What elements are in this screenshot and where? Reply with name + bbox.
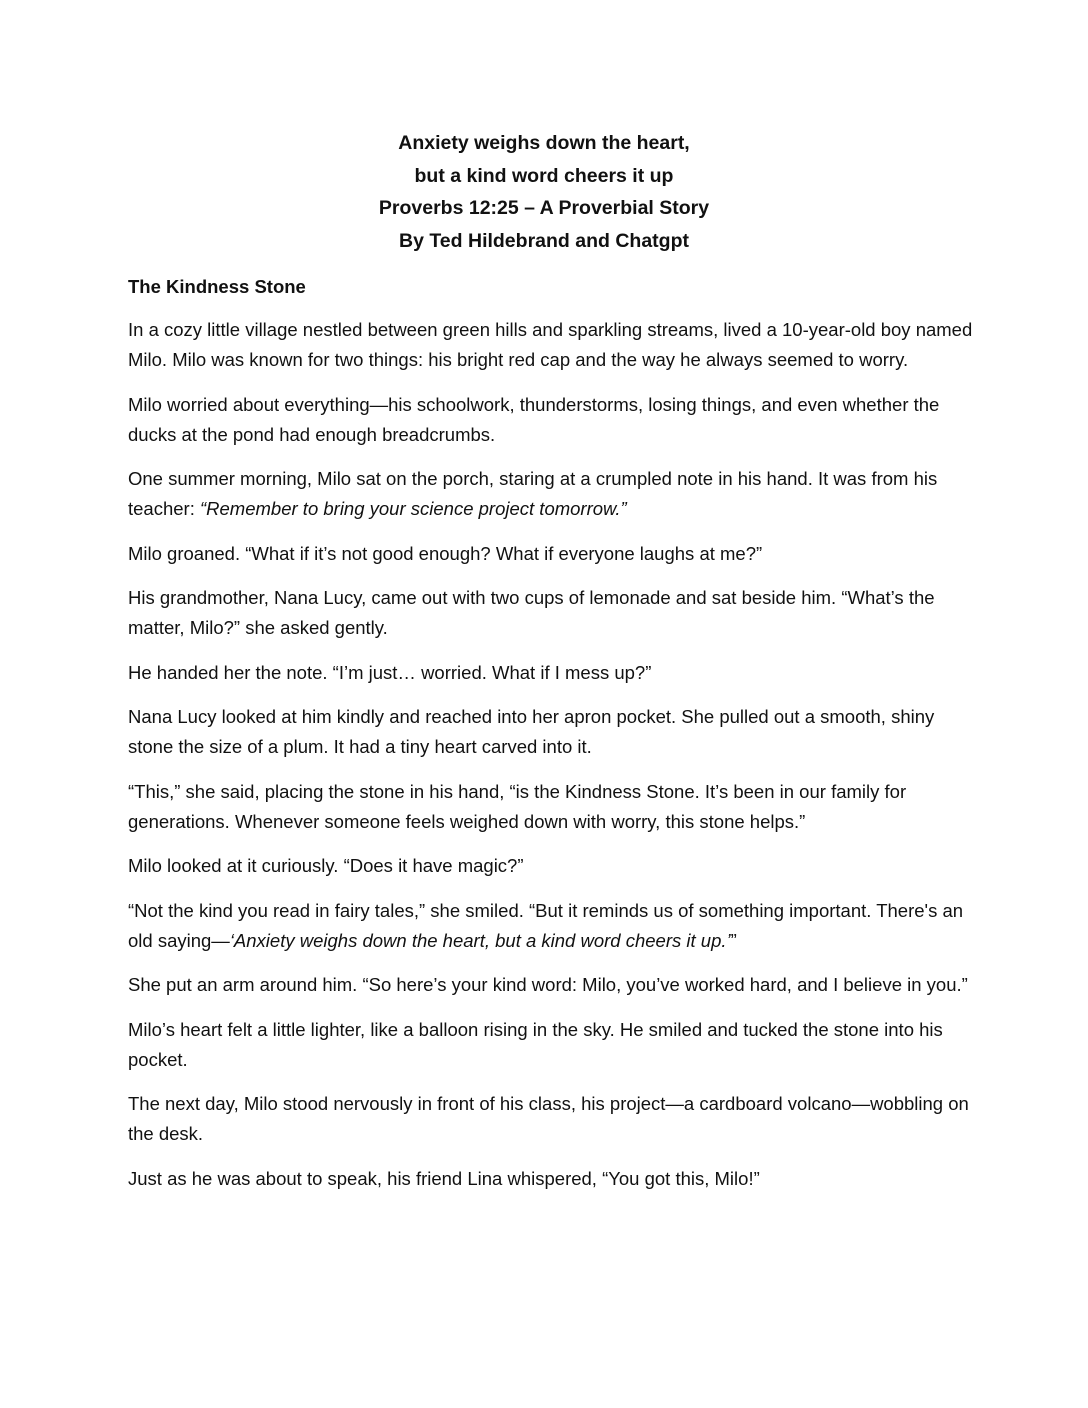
paragraph-10-close-quote: ” bbox=[730, 929, 737, 951]
section-title: The Kindness Stone bbox=[128, 276, 306, 297]
paragraph-3 bbox=[128, 464, 978, 524]
author-byline: By Ted Hildebrand and Chatgpt bbox=[399, 229, 689, 252]
paragraph-7: Nana Lucy looked at him kindly and reached into her apron pocket. She pulled out a smooth, shiny stone the size of a plum. It had a tiny heart carved into it. bbox=[128, 706, 935, 757]
paragraph-5: His grandmother, Nana Lucy, came out with two cups of lemonade and sat beside him. “What’s the matter, Milo?” she asked gently. bbox=[128, 587, 935, 638]
paragraph-13: The next day, Milo stood nervously in front of his class, his project—a cardboard volcano—wobbling on the desk. bbox=[128, 1093, 969, 1144]
scripture-reference: Proverbs 12:25 – A Proverbial Story bbox=[378, 197, 710, 219]
paragraph-11: She put an arm around him. “So here’s your kind word: Milo, you’ve worked hard, and I believe in you.” bbox=[128, 974, 968, 995]
paragraph-10-text: “Not the kind you read in fairy tales,” she smiled. “But it reminds us of something important. There's an old saying— bbox=[128, 899, 964, 951]
title-line-1: Anxiety weighs down the heart, bbox=[398, 132, 690, 154]
proverb-quote: ‘Anxiety weighs down the heart, but a kind word cheers it up.’ bbox=[229, 929, 731, 951]
paragraph-6: He handed her the note. “I’m just… worried. What if I mess up?” bbox=[128, 661, 652, 683]
paragraph-3-text: One summer morning, Milo sat on the porch, staring at a crumpled note in his hand. It was from his teacher: bbox=[128, 468, 938, 519]
paragraph-1: In a cozy little village nestled between green hills and sparkling streams, lived a 10-year-old boy named Milo. Milo was known for two things: his bright red cap and the way he always seemed to worry. bbox=[128, 319, 973, 370]
paragraph-9: Milo looked at it curiously. “Does it have magic?” bbox=[128, 855, 524, 876]
paragraph-4: Milo groaned. “What if it’s not good enough? What if everyone laughs at me?” bbox=[128, 542, 763, 564]
paragraph-14: Just as he was about to speak, his friend Lina whispered, “You got this, Milo!” bbox=[128, 1167, 760, 1189]
paragraph-10 bbox=[128, 896, 978, 956]
title-line-2: but a kind word cheers it up bbox=[414, 164, 674, 187]
paragraph-8: “This,” she said, placing the stone in his hand, “is the Kindness Stone. It’s been in our family for generations. Whenever someone feels weighed down with worry, this stone helps.” bbox=[128, 780, 907, 832]
teacher-note-quote: “Remember to bring your science project tomorrow.” bbox=[200, 498, 627, 519]
paragraph-2: Milo worried about everything—his schoolwork, thunderstorms, losing things, and even whether the ducks at the pond had enough breadcrumbs. bbox=[128, 393, 940, 445]
story-body bbox=[128, 272, 978, 1208]
story-header bbox=[0, 127, 1088, 257]
paragraph-12: Milo’s heart felt a little lighter, like a balloon rising in the sky. He smiled and tucked the stone into his pocket. bbox=[128, 1018, 943, 1070]
